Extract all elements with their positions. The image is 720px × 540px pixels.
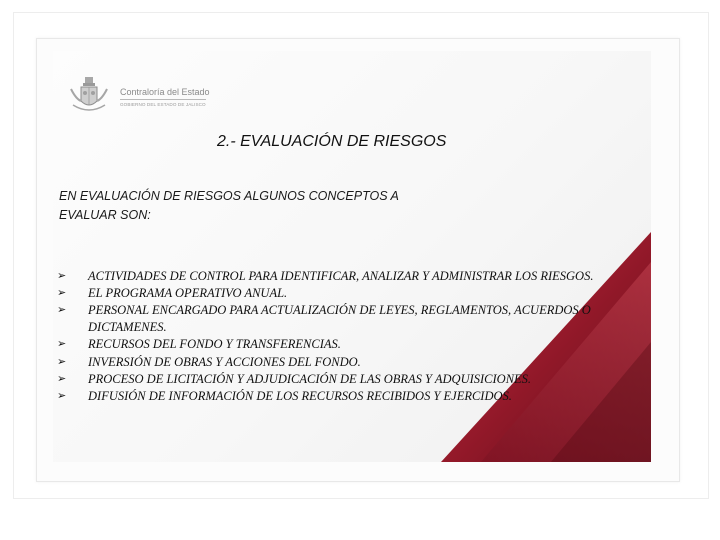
logo-subtitle: GOBIERNO DEL ESTADO DE JALISCO	[120, 102, 206, 107]
bullet-list	[57, 268, 617, 405]
bullet-item	[57, 302, 617, 335]
arrow-bullet-icon: ➢	[57, 354, 67, 368]
bullet-item	[57, 336, 617, 353]
bullet-text: EL PROGRAMA OPERATIVO ANUAL.	[88, 286, 288, 301]
bullet-item	[57, 388, 617, 405]
bullet-text: PERSONAL ENCARGADO PARA ACTUALIZACIÓN DE LEYES, REGLAMENTOS, ACUERDOS O DICTAMENES.	[88, 303, 591, 335]
bullet-item	[57, 371, 617, 388]
intro-line-1: EN EVALUACIÓN DE RIESGOS ALGUNOS CONCEPTOS A	[59, 189, 399, 203]
logo	[67, 75, 217, 115]
slide-title: 2.- EVALUACIÓN DE RIESGOS	[217, 133, 447, 150]
arrow-bullet-icon: ➢	[57, 286, 67, 300]
slide	[53, 51, 651, 462]
bullet-item	[57, 268, 617, 285]
logo-divider	[120, 99, 206, 100]
bullet-text: INVERSIÓN DE OBRAS Y ACCIONES DEL FONDO.	[88, 354, 361, 369]
bullet-text: DIFUSIÓN DE INFORMACIÓN DE LOS RECURSOS RECIBIDOS Y EJERCIDOS.	[88, 388, 512, 403]
arrow-bullet-icon: ➢	[57, 303, 67, 317]
bullet-item	[57, 354, 617, 371]
bullet-text: ACTIVIDADES DE CONTROL PARA IDENTIFICAR, ANALIZAR Y ADMINISTRAR LOS RIESGOS.	[88, 269, 594, 283]
logo-title: Contraloría del Estado	[120, 87, 210, 97]
arrow-bullet-icon: ➢	[57, 337, 67, 351]
state-seal-icon	[67, 75, 111, 115]
arrow-bullet-icon: ➢	[57, 388, 67, 402]
intro-text	[59, 187, 499, 225]
bullet-text: RECURSOS DEL FONDO Y TRANSFERENCIAS.	[88, 337, 341, 352]
arrow-bullet-icon: ➢	[57, 269, 67, 282]
bullet-text: PROCESO DE LICITACIÓN Y ADJUDICACIÓN DE LAS OBRAS Y ADQUISICIONES.	[88, 371, 532, 386]
bullet-item	[57, 285, 617, 302]
intro-line-2: EVALUAR SON:	[59, 208, 151, 222]
arrow-bullet-icon: ➢	[57, 371, 67, 385]
